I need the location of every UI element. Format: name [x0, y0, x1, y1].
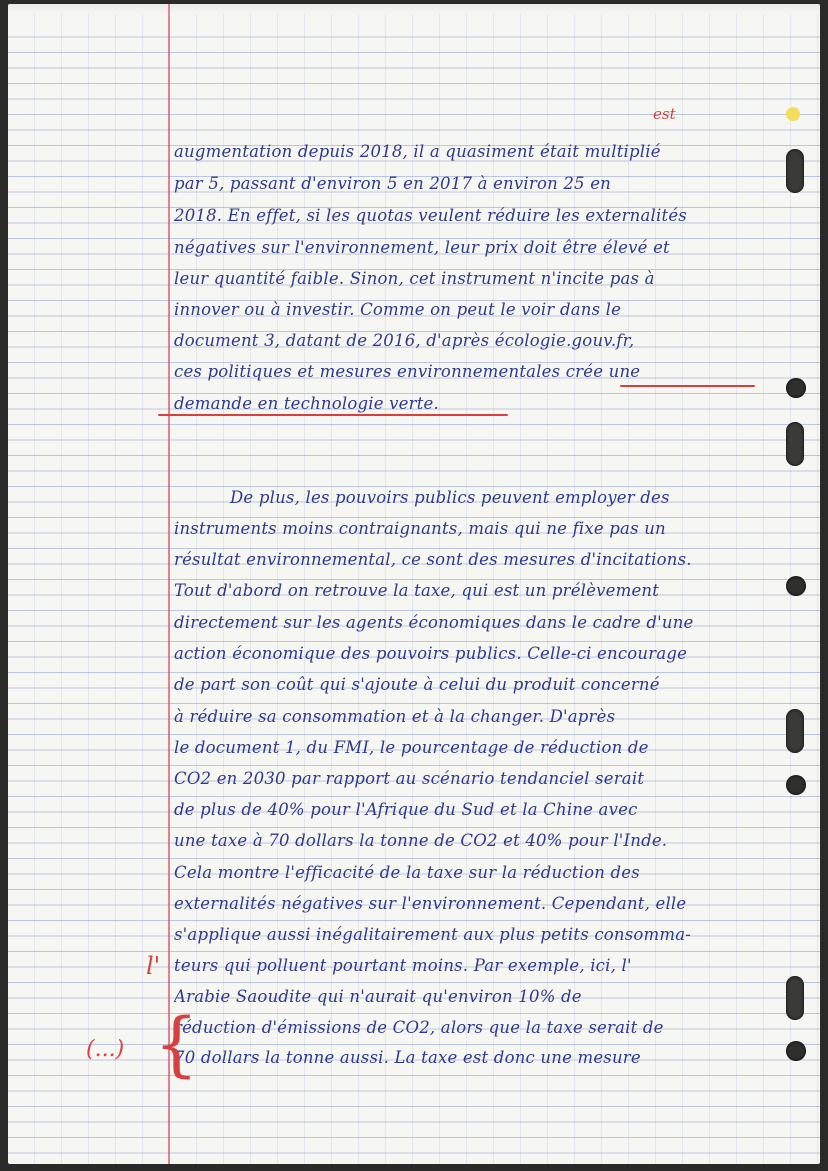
paragraph2-line: Tout d'abord on retrouve la taxe, qui est un prélèvement	[174, 581, 660, 600]
paragraph2-line: une taxe à 70 dollars la tonne de CO2 et 40% pour l'Inde.	[174, 831, 668, 850]
paragraph2-line: externalités négatives sur l'environnement. Cependant, elle	[174, 894, 687, 913]
paragraph2-line: instruments moins contraignants, mais qui ne fixe pas un	[174, 519, 666, 538]
paragraph1-line: demande en technologie verte.	[174, 394, 439, 413]
paragraph1-line: négatives sur l'environnement, leur prix doit être élevé et	[174, 238, 670, 257]
margin-correction-letter: l'	[146, 952, 161, 980]
paragraph1-line: innover ou à investir. Comme on peut le voir dans le	[174, 300, 622, 319]
paragraph1-line: ces politiques et mesures environnementales crée une	[174, 362, 641, 381]
paragraph1-line: leur quantité faible. Sinon, cet instrument n'incite pas à	[174, 269, 655, 288]
paragraph2-line: s'applique aussi inégalitairement aux plus petits consomma-	[174, 925, 692, 944]
paragraph2-line: CO2 en 2030 par rapport au scénario tendanciel serait	[174, 769, 645, 788]
binder-hole	[786, 1041, 806, 1061]
paragraph1-line: 2018. En effet, si les quotas veulent réduire les externalités	[174, 206, 687, 225]
paragraph2-line: Cela montre l'efficacité de la taxe sur la réduction des	[174, 863, 640, 882]
page-top-edge	[8, 4, 820, 14]
notebook-page	[8, 4, 820, 1164]
paragraph2-line: Arabie Saoudite qui n'aurait qu'environ 10% de	[174, 987, 582, 1006]
margin-line	[168, 4, 170, 1164]
paragraph2-line: teurs qui polluent pourtant moins. Par exemple, ici, l'	[174, 956, 632, 975]
red-underline	[620, 385, 755, 387]
paragraph2-line: à réduire sa consommation et à la changer. D'après	[174, 707, 616, 726]
paragraph2-line: directement sur les agents économiques dans le cadre d'une	[174, 613, 694, 632]
margin-ellipsis-note: (...)	[86, 1037, 125, 1062]
paragraph2-line: de plus de 40% pour l'Afrique du Sud et la Chine avec	[174, 800, 638, 819]
red-underline	[158, 414, 508, 416]
paragraph2-line: De plus, les pouvoirs publics peuvent employer des	[230, 488, 670, 507]
red-correction: est	[653, 105, 676, 123]
binder-hole	[786, 576, 806, 596]
binder-slot	[786, 422, 804, 466]
binder-slot	[786, 709, 804, 753]
curly-brace-mark: {	[154, 1003, 199, 1085]
paragraph2-line: de part son coût qui s'ajoute à celui du produit concerné	[174, 675, 660, 694]
paragraph2-line: action économique des pouvoirs publics. Celle-ci encourage	[174, 644, 688, 663]
paragraph2-line: le document 1, du FMI, le pourcentage de réduction de	[174, 738, 649, 757]
paragraph1-line: document 3, datant de 2016, d'après écologie.gouv.fr,	[174, 331, 635, 350]
binder-slot	[786, 976, 804, 1020]
binder-hole	[786, 378, 806, 398]
binder-hole	[786, 775, 806, 795]
yellow-tab-marker	[786, 107, 800, 121]
paragraph2-line: 70 dollars la tonne aussi. La taxe est donc une mesure	[174, 1048, 641, 1067]
paragraph2-line: réduction d'émissions de CO2, alors que la taxe serait de	[174, 1018, 664, 1037]
paragraph1-line: par 5, passant d'environ 5 en 2017 à environ 25 en	[174, 174, 611, 193]
binder-slot	[786, 149, 804, 193]
paragraph2-line: résultat environnemental, ce sont des mesures d'incitations.	[174, 550, 692, 569]
paragraph1-line: augmentation depuis 2018, il a quasiment était multiplié	[174, 142, 661, 161]
